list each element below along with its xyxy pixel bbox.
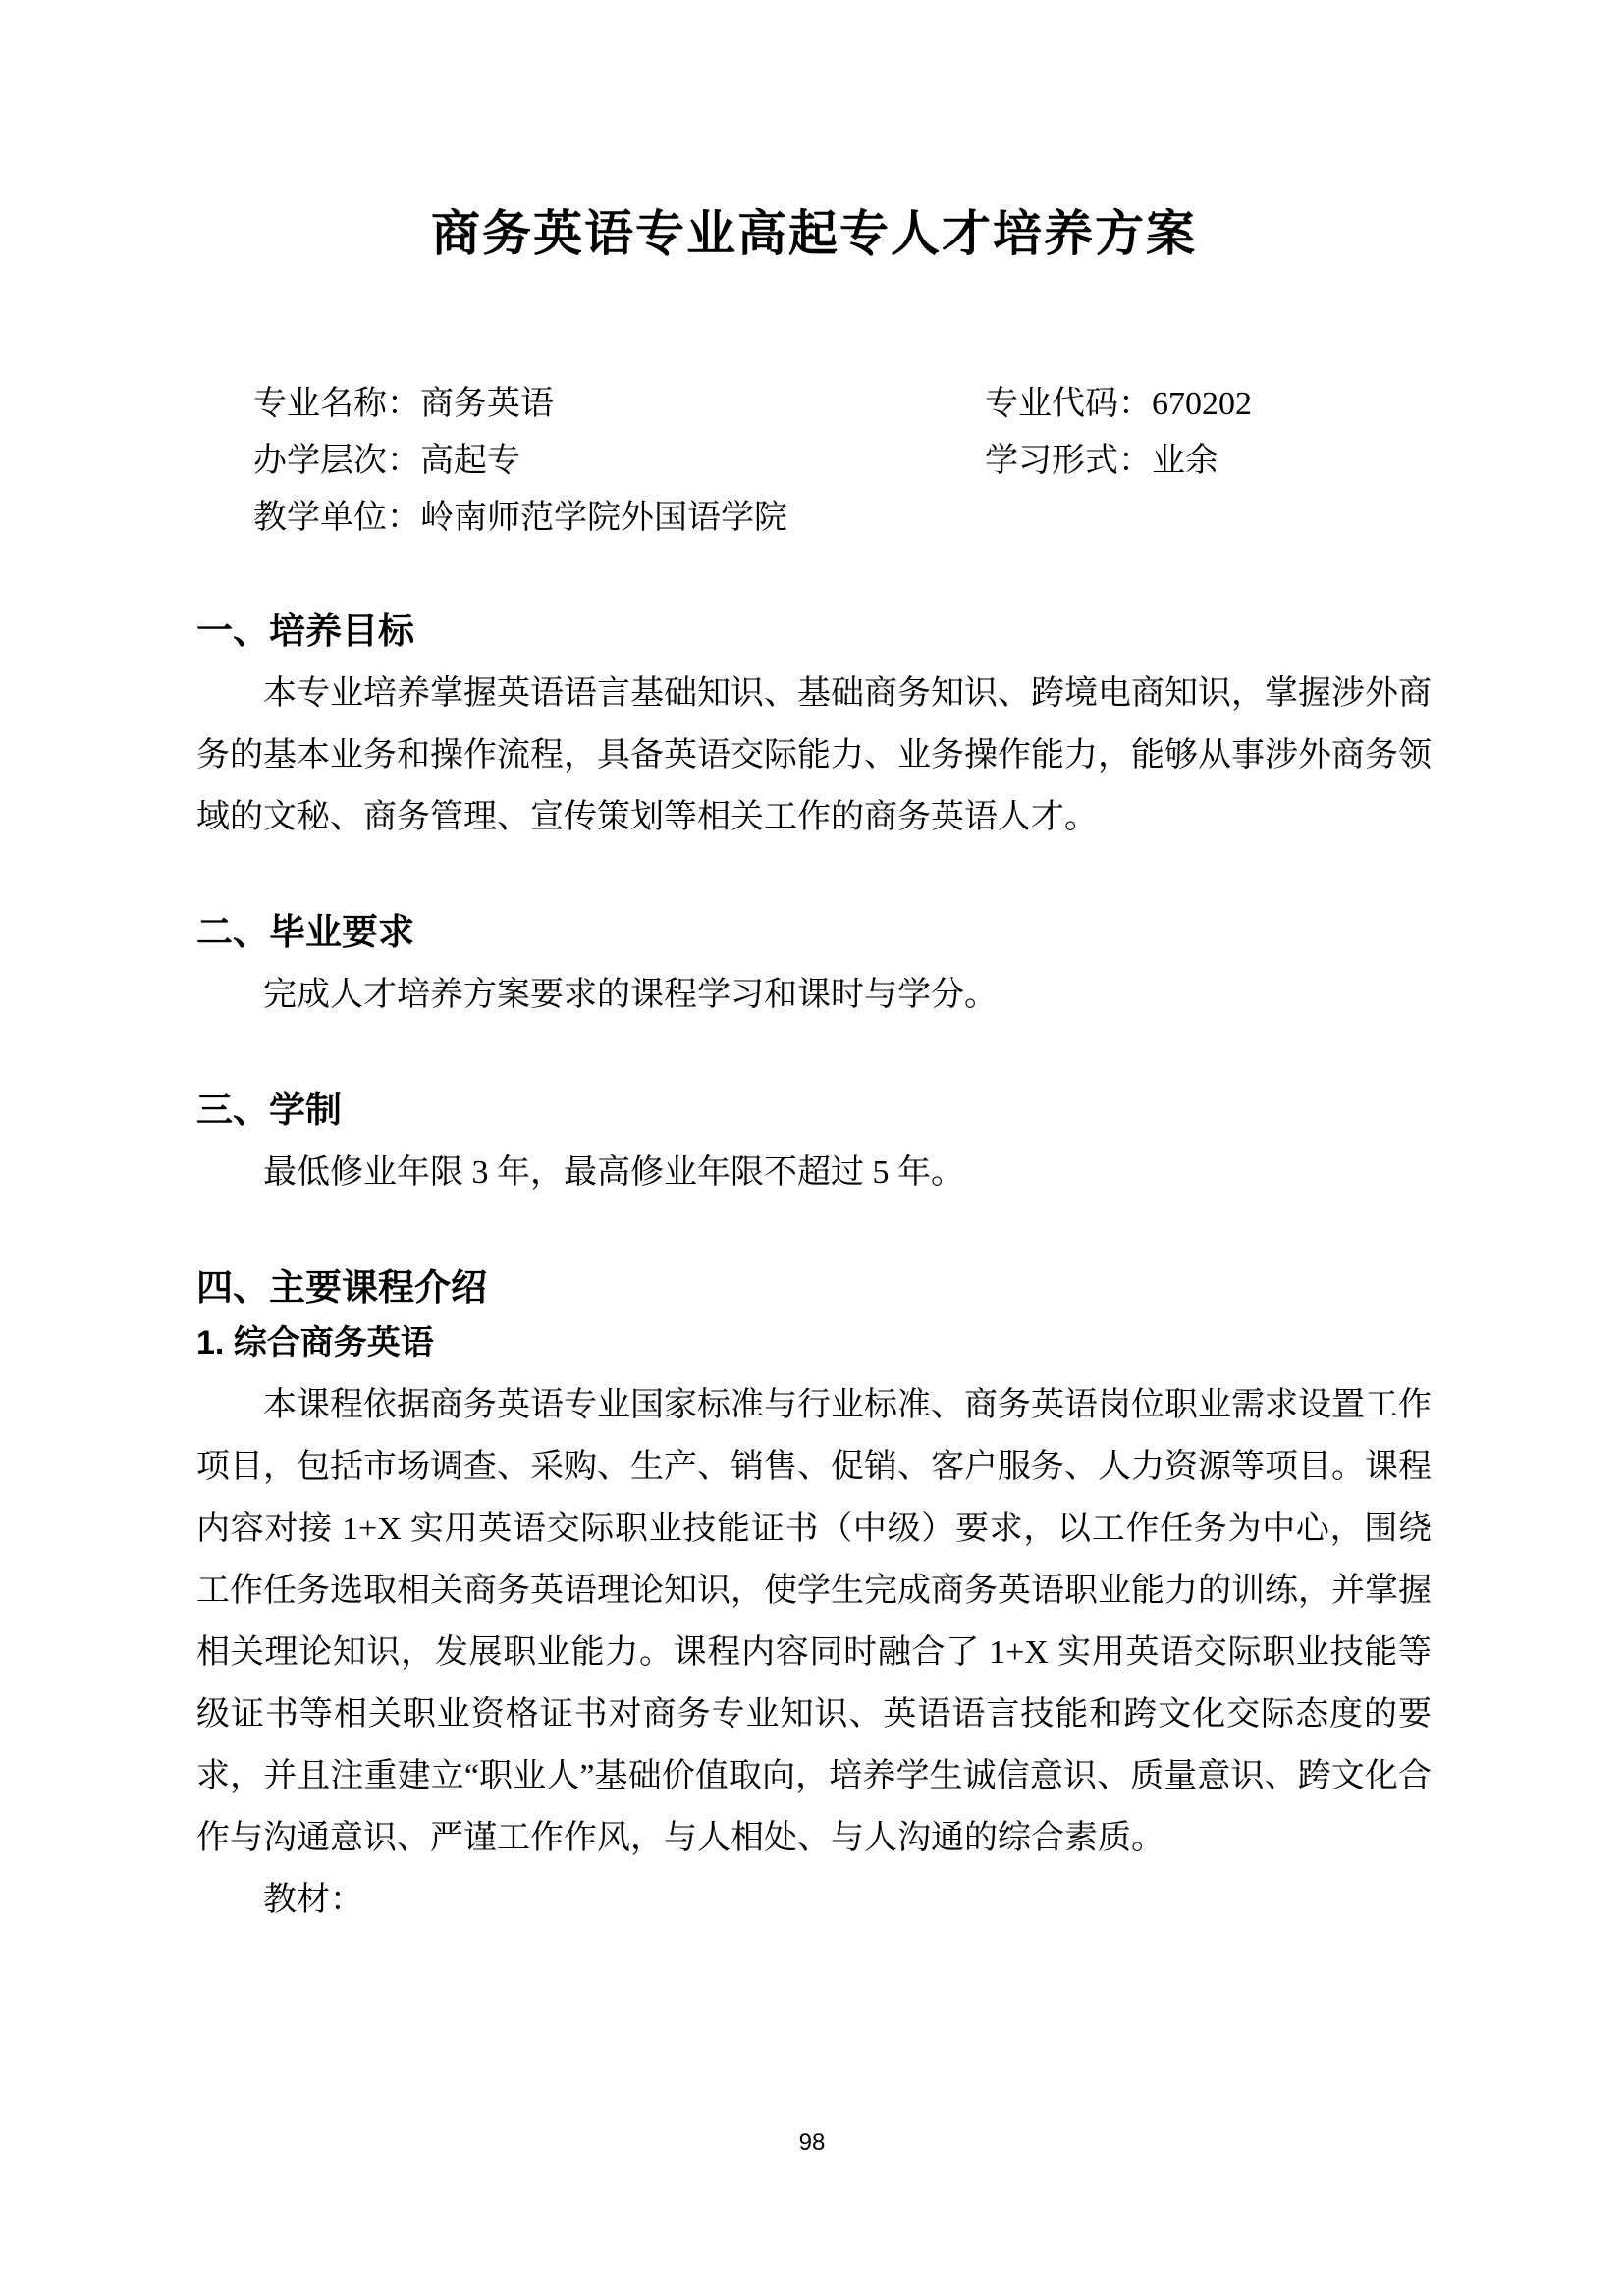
document-title: 商务英语专业高起专人才培养方案: [431, 206, 1197, 261]
info-row-2: [253, 433, 1432, 490]
info-row-3: [253, 490, 1432, 547]
section-2-body: 完成人才培养方案要求的课程学习和课时与学分。: [263, 977, 998, 1013]
section-1-body: 本专业培养掌握英语语言基础知识、基础商务知识、跨境电商知识，掌握涉外商务的基本业务和操作流程，具备英语交际能力、业务操作能力，能够从事涉外商务领域的文秘、商务管理、宣传策划等相关工作的商务英语人才。: [196, 675, 1432, 835]
textbook-label: 教材：: [263, 1882, 363, 1918]
info-row-1: [253, 376, 1432, 433]
page-number: 98: [798, 2129, 826, 2156]
study-form: 学习形式：业余: [985, 443, 1218, 479]
section-4-heading: 四、主要课程介绍: [196, 1267, 487, 1308]
major-code: 专业代码：670202: [985, 386, 1252, 422]
schooling-level: 办学层次：高起专: [253, 443, 520, 479]
teaching-unit: 教学单位：岭南师范学院外国语学院: [253, 500, 787, 536]
section-1-heading: 一、培养目标: [196, 611, 414, 651]
section-3-heading: 三、学制: [196, 1090, 342, 1130]
info-empty-cell: [985, 490, 1432, 547]
course-subheading: 1. 综合商务英语: [196, 1324, 434, 1362]
major-name: 专业名称：商务英语: [253, 386, 554, 422]
section-2-heading: 二、毕业要求: [196, 912, 414, 952]
section-3-body: 最低修业年限 3 年，最高修业年限不超过 5 年。: [263, 1154, 964, 1191]
info-block: [253, 376, 1432, 547]
section-4-body: 本课程依据商务英语专业国家标准与行业标准、商务英语岗位职业需求设置工作项目，包括市场调查、采购、生产、销售、促销、客户服务、人力资源等项目。课程内容对接 1+X 实用英语交际职业技能证书（中级）要求，以工作任务为中心，围绕工作任务选取相关商务英语理论知识，使学生完成商务英语职业能力的训练，并掌握相关理论知识，发展职业能力。课程内容同时融合了 1+X 实用英语交际职业技能等级证书等相关职业资格证书对商务专业知识、英语语言技能和跨文化交际态度的要求，并且注重建立“职业人”基础价值取向，培养学生诚信意识、质量意识、跨文化合作与沟通意识、严谨工作作风，与人相处、与人沟通的综合素质。: [196, 1387, 1432, 1856]
